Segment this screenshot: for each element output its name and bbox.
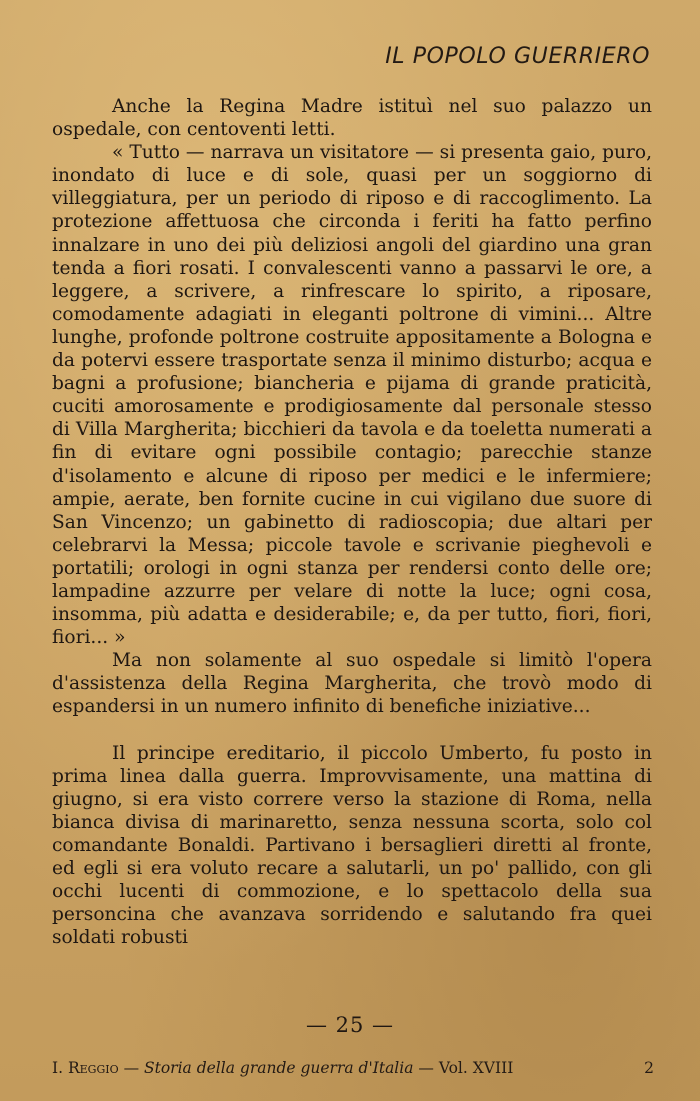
- body-text: [52, 95, 652, 949]
- running-head: IL POPOLO GUERRIERO: [385, 44, 650, 69]
- paragraph: « Tutto — narrava un visitatore — si presenta gaio, puro, inondato di luce e di sole, quasi per un soggiorno di villeggiatura, per un periodo di riposo e di raccoglimento. La protezione affettuosa che circonda i feriti ha fatto perfino innalzare in uno dei più deliziosi angoli del giardino una gran tenda a fiori rosati. I convalescenti vanno a passarvi le ore, a leggere, a scrivere, a rinfrescare lo spirito, a riposare, comodamente adagiati in eleganti poltrone di vimini... Altre lunghe, profonde poltrone costruite appositamente a Bologna e da potervi essere trasportate senza il minimo disturbo; acqua e bagni a profusione; biancheria e pijama di grande praticità, cuciti amorosamente e prodigiosamente dal personale stesso di Villa Margherita; bicchieri da tavola e da toeletta numerati a fin di evitare ogni possibile contagio; parecchie stanze d'isolamento e alcune di riposo per medici e le infermiere; ampie, aerate, ben fornite cucine in cui vigilano due suore di San Vincenzo; un gabinetto di radioscopia; due altari per celebrarvi la Messa; piccole tavole e scrivanie pieghevoli e portatili; orologi in ogni stanza per rendersi conto delle ore; lampadine azzurre per velare di notte la luce; ogni cosa, insomma, più adatta e desiderabile; e, da per tutto, fiori, fiori, fiori... »: [52, 142, 652, 649]
- paragraph: Ma non solamente al suo ospedale si limitò l'opera d'assistenza della Regina Margherita, che trovò modo di espandersi in un numero infinito di benefiche iniziative...: [52, 650, 652, 718]
- paragraph: Anche la Regina Madre istituì nel suo palazzo un ospedale, con centoventi letti.: [52, 96, 652, 141]
- footer-volume: — Vol. XVIII: [418, 1059, 514, 1077]
- footer-title: Storia della grande guerra d'Italia: [144, 1059, 414, 1077]
- page-number: — 25 —: [305, 1013, 395, 1037]
- footer: [52, 1059, 654, 1077]
- paragraph: Il principe ereditario, il piccolo Umberto, fu posto in prima linea dalla guerra. Improvvisamente, una mattina di giugno, si era visto correre verso la stazione di Roma, nella bianca divisa di marinaretto, senza nessuna scorta, solo col comandante Bonaldi. Partivano i bersaglieri diretti al fronte, ed egli si era voluto recare a salutarli, un po' pallido, con gli occhi lucenti di commozione, e lo spettacolo della sua personcina che avanzava sorridendo e salutando fra quei soldati robusti: [52, 742, 652, 949]
- footer-credit: [52, 1059, 513, 1077]
- footer-author: I. Reggio: [52, 1059, 119, 1077]
- footer-signature: 2: [644, 1059, 654, 1077]
- footer-dash: —: [123, 1059, 140, 1077]
